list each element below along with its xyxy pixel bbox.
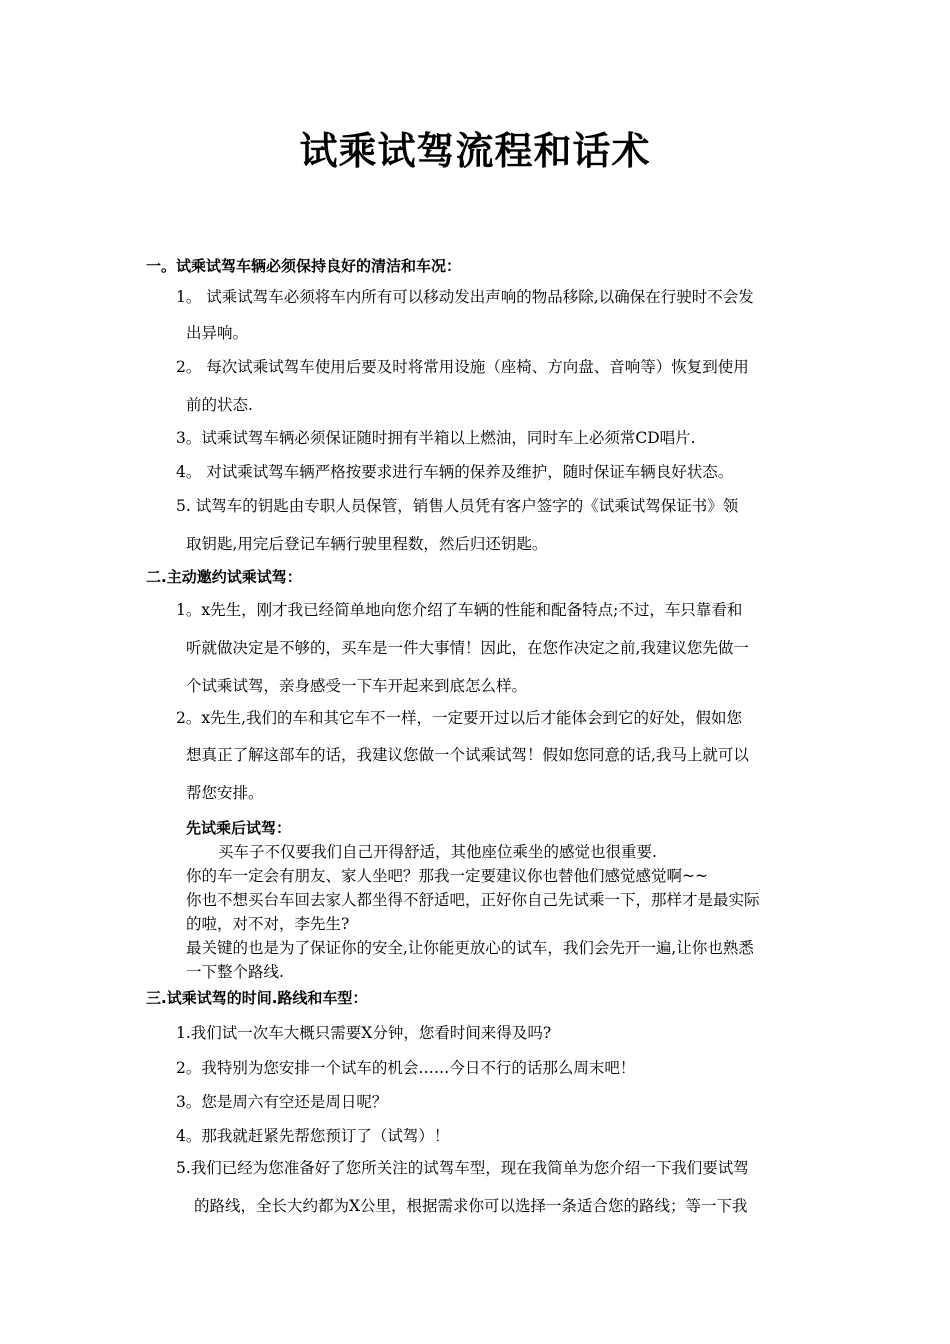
- section-2-item-2-line-3: 帮您安排。: [186, 784, 264, 802]
- sub-line-3: 你也不想买台车回去家人都坐得不舒适吧，正好你自己先试乘一下，那样才是最实际: [186, 891, 760, 909]
- section-3-item-2: 2。我特别为您安排一个试车的机会……今日不行的话那么周末吧！: [176, 1059, 636, 1077]
- section-1-item-5-line-1: 5. 试驾车的钥匙由专职人员保管，销售人员凭有客户签字的《试乘试驾保证书》领: [176, 497, 739, 515]
- section-2-item-1-line-2: 听就做决定是不够的，买车是一件大事情！因此，在您作决定之前,我建议您先做一: [186, 639, 749, 657]
- section-1-item-1-line-2: 出异响。: [186, 324, 249, 342]
- section-3-item-5-line-2: 的路线，全长大约都为X公里，根据需求你可以选择一条适合您的路线；等一下我: [194, 1197, 748, 1215]
- section-2-item-2-line-2: 想真正了解这部车的话，我建议您做一个试乘试驾！假如您同意的话,我马上就可以: [186, 746, 749, 764]
- section-2-item-2-line-1: 2。x先生,我们的车和其它车不一样，一定要开过以后才能体会到它的好处，假如您: [176, 709, 743, 727]
- section-2-heading: 二.主动邀约试乘试驾：: [146, 568, 302, 586]
- section-1-item-5-line-2: 取钥匙,用完后登记车辆行驶里程数，然后归还钥匙。: [186, 535, 548, 553]
- section-2-item-1-line-1: 1。x先生，刚才我已经简单地向您介绍了车辆的性能和配备特点;不过，车只靠看和: [176, 601, 743, 619]
- section-1-heading: 一。试乘试驾车辆必须保持良好的清洁和车况：: [146, 257, 462, 275]
- section-2-item-1-line-3: 个试乘试驾，亲身感受一下车开起来到底怎么样。: [186, 677, 528, 695]
- section-1-item-3: 3。试乘试驾车辆必须保证随时拥有半箱以上燃油，同时车上必须常CD唱片.: [176, 429, 696, 447]
- sub-line-4: 的啦，对不对，李先生?: [186, 915, 350, 933]
- section-3-item-4: 4。那我就赶紧先帮您预订了（试驾）！: [176, 1127, 450, 1145]
- section-1-item-2-line-2: 前的状态.: [186, 396, 253, 414]
- section-3-item-1: 1.我们试一次车大概只需要X分钟，您看时间来得及吗?: [176, 1024, 552, 1042]
- section-1-item-4: 4。 对试乘试驾车辆严格按要求进行车辆的保养及维护，随时保证车辆良好状态。: [176, 463, 734, 481]
- document-title: 试乘试驾流程和话术: [299, 129, 651, 173]
- sub-line-1: 买车子不仅要我们自己开得舒适，其他座位乘坐的感觉也很重要.: [218, 843, 657, 861]
- section-1-item-2-line-1: 2。 每次试乘试驾车使用后要及时将常用设施（座椅、方向盘、音响等）恢复到使用: [176, 358, 749, 376]
- section-3-item-5-line-1: 5.我们已经为您准备好了您所关注的试驾车型，现在我简单为您介绍一下我们要试驾: [176, 1159, 749, 1177]
- sub-line-6: 一下整个路线.: [186, 963, 284, 981]
- section-1-item-1-line-1: 1。 试乘试驾车必须将车内所有可以移动发出声响的物品移除,以确保在行驶时不会发: [176, 288, 754, 306]
- section-3-heading: 三.试乘试驾的时间.路线和车型：: [146, 989, 368, 1007]
- section-3-item-3: 3。您是周六有空还是周日呢？: [176, 1093, 388, 1111]
- sub-line-2: 你的车一定会有朋友、家人坐吧？那我一定要建议你也替他们感觉感觉啊~~: [186, 867, 708, 885]
- sub-line-5: 最关键的也是为了保证你的安全,让你能更放心的试车，我们会先开一遍,让你也熟悉: [186, 939, 754, 957]
- sub-heading-test-ride: 先试乘后试驾：: [186, 819, 292, 837]
